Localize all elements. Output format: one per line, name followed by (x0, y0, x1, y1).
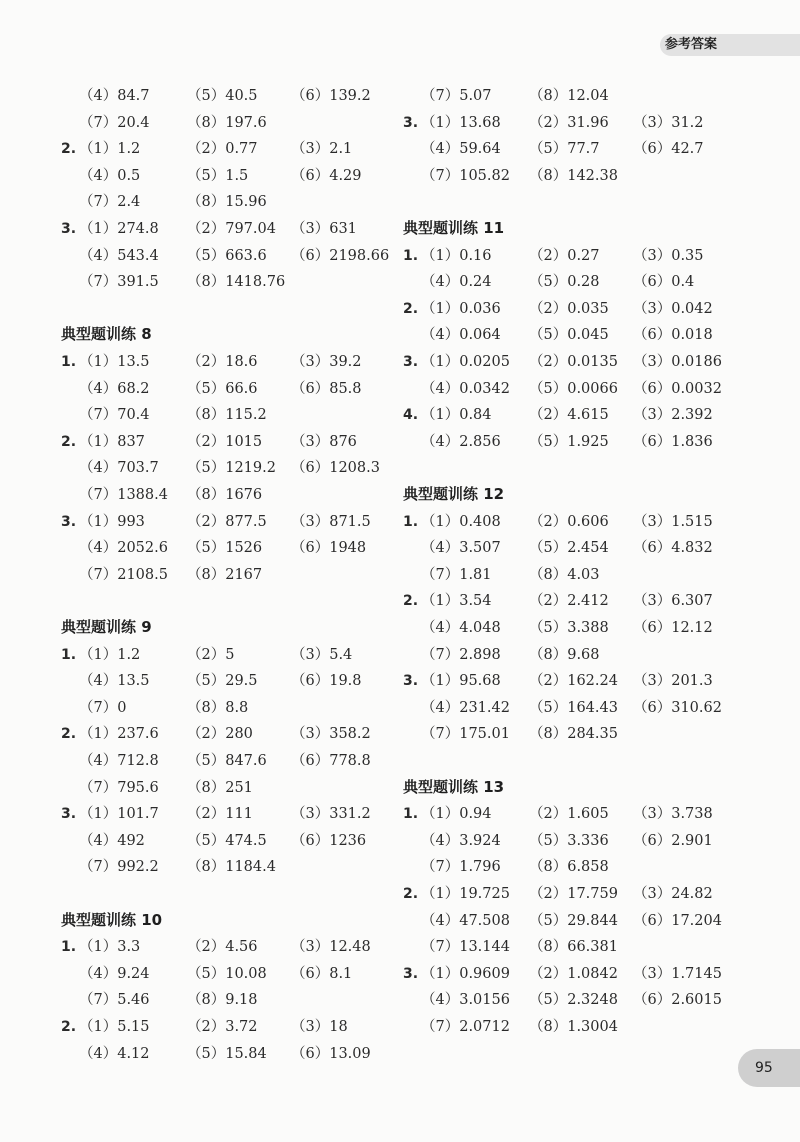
answer-item: （2）0.0135 (529, 354, 618, 370)
answer-item: （8）66.381 (529, 939, 618, 956)
answer-item: （6）1236 (291, 832, 367, 849)
page-number-tab (738, 1049, 800, 1087)
answer-item: （5）77.7 (529, 141, 600, 158)
page-header-title: 参考答案 (665, 37, 718, 52)
answer-item: （7）391.5 (79, 274, 159, 291)
answer-item: （4）0.5 (79, 167, 141, 184)
answer-item: （7）795.6 (79, 779, 159, 796)
section-title: 典型题训练 13 (403, 777, 505, 796)
question-number: 3. (403, 354, 419, 370)
answer-item: （7）1.81 (421, 566, 492, 583)
answer-item: （8）4.03 (529, 566, 600, 583)
answer-item: （1）0.036 (421, 300, 501, 317)
answer-item: （2）162.24 (529, 673, 618, 690)
answer-item: （1）274.8 (79, 221, 159, 237)
answer-item: （8）1418.76 (187, 274, 286, 291)
answer-item: （5）1219.2 (187, 460, 276, 477)
answer-item: （5）3.388 (529, 620, 609, 636)
question-number: 3. (403, 673, 419, 690)
answer-item: （6）85.8 (291, 380, 362, 397)
answer-item: （5）29.844 (529, 912, 618, 929)
answer-item: （6）0.018 (633, 327, 713, 344)
answer-item: （7）0 (79, 699, 127, 716)
answer-item: （3）331.2 (291, 806, 371, 823)
question-number: 3. (61, 513, 77, 530)
answer-item: （3）6.307 (633, 593, 713, 610)
answer-item: （4）543.4 (79, 247, 159, 264)
answer-item: （4）68.2 (79, 380, 150, 397)
question-number: 1. (61, 646, 77, 663)
answer-item: （6）1.836 (633, 433, 713, 450)
answer-item: （3）2.1 (291, 141, 353, 158)
answer-item: （2）17.759 (529, 886, 618, 902)
answer-item: （4）47.508 (421, 912, 510, 929)
answer-item: （2）1.0842 (529, 965, 618, 982)
answer-item: （4）59.64 (421, 141, 501, 158)
answer-item: （3）876 (291, 433, 357, 450)
answer-item: （4）703.7 (79, 460, 159, 477)
answer-item: （4）2052.6 (79, 540, 168, 557)
answer-item: （5）2.454 (529, 540, 609, 557)
answer-item: （4）2.856 (421, 433, 501, 450)
question-number: 3. (403, 114, 419, 131)
answer-item: （5）1.925 (529, 433, 609, 450)
answer-item: （3）871.5 (291, 513, 371, 530)
question-number: 1. (403, 806, 419, 823)
answer-item: （8）15.96 (187, 194, 267, 211)
answer-item: （6）778.8 (291, 753, 371, 769)
answer-item: （4）492 (79, 832, 145, 849)
answer-item: （1）13.5 (79, 354, 150, 370)
answer-item: （2）18.6 (187, 354, 258, 370)
answer-item: （2）2.412 (529, 593, 609, 610)
answer-item: （4）3.924 (421, 832, 501, 849)
answer-item: （6）12.12 (633, 620, 713, 636)
answer-item: （2）1.605 (529, 806, 609, 823)
answer-item: （5）1526 (187, 540, 263, 557)
answer-item: （7）2.898 (421, 646, 501, 663)
answer-item: （6）4.832 (633, 540, 713, 557)
answer-item: （7）20.4 (79, 114, 150, 131)
answer-item: （3）1.515 (633, 513, 713, 530)
answer-item: （3）358.2 (291, 726, 371, 743)
answer-item: （7）1.796 (421, 859, 501, 876)
answer-item: （2）111 (187, 806, 253, 823)
answer-item: （3）201.3 (633, 673, 713, 690)
answer-item: （2）0.606 (529, 513, 609, 530)
answer-item: （4）13.5 (79, 673, 150, 690)
answer-item: （3）2.392 (633, 407, 713, 424)
answer-item: （1）1.2 (79, 646, 141, 663)
answer-item: （2）797.04 (187, 221, 276, 237)
answer-item: （5）474.5 (187, 832, 267, 849)
answer-item: （3）18 (291, 1019, 348, 1035)
answer-item: （1）5.15 (79, 1019, 150, 1035)
answer-item: （4）0.0342 (421, 380, 510, 397)
answer-item: （2）0.77 (187, 141, 258, 158)
answer-item: （5）66.6 (187, 380, 258, 397)
answer-item: （1）3.54 (421, 593, 492, 610)
answer-item: （1）0.0205 (421, 354, 510, 370)
answer-item: （2）31.96 (529, 114, 609, 131)
answer-item: （8）2167 (187, 566, 263, 583)
section-title: 典型题训练 9 (61, 618, 152, 636)
answer-item: （3）0.0186 (633, 354, 722, 370)
answer-item: （7）175.01 (421, 726, 510, 743)
answer-item: （8）1676 (187, 487, 263, 503)
answer-item: （1）3.3 (79, 939, 141, 956)
answer-item: （8）284.35 (529, 726, 618, 743)
answer-item: （5）663.6 (187, 247, 267, 264)
answer-item: （4）4.12 (79, 1045, 150, 1062)
question-number: 1. (61, 939, 77, 956)
answer-item: （3）3.738 (633, 806, 713, 823)
answer-item: （4）4.048 (421, 620, 501, 636)
answer-item: （2）877.5 (187, 513, 267, 530)
answer-item: （3）1.7145 (633, 965, 722, 982)
answer-item: （4）231.42 (421, 699, 510, 716)
answer-item: （2）280 (187, 726, 253, 743)
answer-item: （7）2108.5 (79, 566, 168, 583)
answer-item: （5）3.336 (529, 832, 609, 849)
answer-item: （6）1208.3 (291, 460, 380, 477)
answer-item: （5）2.3248 (529, 992, 618, 1009)
question-number: 1. (403, 247, 419, 264)
answer-item: （1）13.68 (421, 114, 501, 131)
answer-item: （1）0.84 (421, 407, 492, 424)
answer-item: （6）2.901 (633, 832, 713, 849)
answer-item: （8）9.18 (187, 992, 258, 1009)
answer-item: （8）115.2 (187, 407, 267, 424)
answer-item: （1）993 (79, 513, 145, 530)
answer-item: （8）6.858 (529, 859, 609, 876)
answer-item: （5）847.6 (187, 753, 267, 769)
answer-item: （4）84.7 (79, 88, 150, 104)
section-title: 典型题训练 11 (403, 219, 505, 237)
answer-item: （3）12.48 (291, 939, 371, 956)
answer-item: （3）5.4 (291, 646, 353, 663)
answer-item: （7）2.0712 (421, 1019, 510, 1035)
question-number: 2. (61, 726, 77, 743)
section-title: 典型题训练 8 (61, 325, 152, 344)
answer-item: （8）251 (187, 779, 253, 796)
answer-item: （4）9.24 (79, 965, 150, 982)
answer-item: （5）0.045 (529, 327, 609, 344)
answer-item: （3）0.35 (633, 247, 704, 264)
question-number: 2. (61, 141, 77, 158)
answer-item: （1）0.94 (421, 806, 492, 823)
answer-item: （1）837 (79, 433, 145, 450)
answer-item: （1）101.7 (79, 806, 159, 823)
answer-item: （7）1388.4 (79, 487, 168, 503)
answer-item: （3）39.2 (291, 354, 362, 370)
answer-item: （4）712.8 (79, 753, 159, 769)
answer-item: （8）12.04 (529, 88, 609, 104)
answer-item: （2）0.035 (529, 300, 609, 317)
answer-item: （1）237.6 (79, 726, 159, 743)
section-title: 典型题训练 12 (403, 485, 505, 503)
question-number: 1. (403, 513, 419, 530)
answer-item: （8）1184.4 (187, 859, 276, 876)
answer-item: （3）0.042 (633, 300, 713, 317)
answer-item: （6）4.29 (291, 167, 362, 184)
question-number: 2. (61, 433, 77, 450)
answer-item: （5）15.84 (187, 1045, 267, 1062)
answer-item: （3）31.2 (633, 114, 704, 131)
answer-item: （8）1.3004 (529, 1019, 618, 1035)
answer-item: （7）5.46 (79, 992, 150, 1009)
answer-item: （5）164.43 (529, 699, 618, 716)
answer-item: （2）3.72 (187, 1019, 258, 1035)
question-number: 3. (61, 806, 77, 823)
answer-item: （3）631 (291, 221, 357, 237)
answer-item: （1）0.9609 (421, 965, 510, 982)
answer-item: （7）992.2 (79, 859, 159, 876)
question-number: 3. (403, 965, 419, 982)
answer-item: （2）4.615 (529, 407, 609, 424)
answer-item: （8）9.68 (529, 646, 600, 663)
answer-item: （1）0.16 (421, 247, 492, 264)
answer-item: （6）13.09 (291, 1045, 371, 1062)
answer-item: （2）4.56 (187, 939, 258, 956)
answer-item: （1）1.2 (79, 141, 141, 158)
answer-item: （2）1015 (187, 433, 263, 450)
answer-item: （6）2198.66 (291, 247, 390, 264)
answer-item: （6）0.0032 (633, 380, 722, 397)
answer-item: （3）24.82 (633, 886, 713, 902)
answer-item: （8）142.38 (529, 167, 618, 184)
answer-item: （4）3.0156 (421, 992, 510, 1009)
question-number: 2. (61, 1019, 77, 1035)
answer-item: （8）8.8 (187, 699, 249, 716)
answer-item: （5）0.0066 (529, 380, 618, 397)
answer-item: （6）17.204 (633, 912, 722, 929)
answer-item: （7）105.82 (421, 167, 510, 184)
answer-item: （2）0.27 (529, 247, 600, 264)
answer-item: （6）8.1 (291, 965, 353, 982)
answer-item: （6）42.7 (633, 141, 704, 158)
answer-item: （5）29.5 (187, 673, 258, 690)
answer-item: （7）70.4 (79, 407, 150, 424)
answer-item: （6）310.62 (633, 699, 722, 716)
question-number: 2. (403, 593, 419, 610)
answer-item: （5）1.5 (187, 167, 249, 184)
answer-item: （1）0.408 (421, 513, 501, 530)
answer-item: （6）139.2 (291, 88, 371, 104)
question-number: 4. (403, 407, 419, 424)
page-number: 95 (755, 1060, 773, 1076)
answer-item: （1）95.68 (421, 673, 501, 690)
answer-item: （6）0.4 (633, 274, 695, 291)
answer-item: （6）19.8 (291, 673, 362, 690)
section-title: 典型题训练 10 (61, 910, 163, 929)
answer-item: （8）197.6 (187, 114, 267, 131)
answer-item: （4）3.507 (421, 540, 501, 557)
answer-item: （4）0.064 (421, 327, 501, 344)
answer-item: （6）2.6015 (633, 992, 722, 1009)
answer-item: （5）10.08 (187, 965, 267, 982)
answer-item: （7）13.144 (421, 939, 510, 956)
question-number: 1. (61, 354, 77, 370)
answer-item: （2）5 (187, 646, 235, 663)
question-number: 2. (403, 886, 419, 902)
question-number: 2. (403, 300, 419, 317)
answer-item: （7）5.07 (421, 88, 492, 104)
question-number: 3. (61, 221, 77, 237)
answer-item: （4）0.24 (421, 274, 492, 291)
answer-item: （1）19.725 (421, 886, 510, 902)
answer-item: （5）40.5 (187, 88, 258, 104)
answer-item: （7）2.4 (79, 194, 141, 211)
answer-item: （6）1948 (291, 540, 367, 557)
answer-item: （5）0.28 (529, 274, 600, 291)
